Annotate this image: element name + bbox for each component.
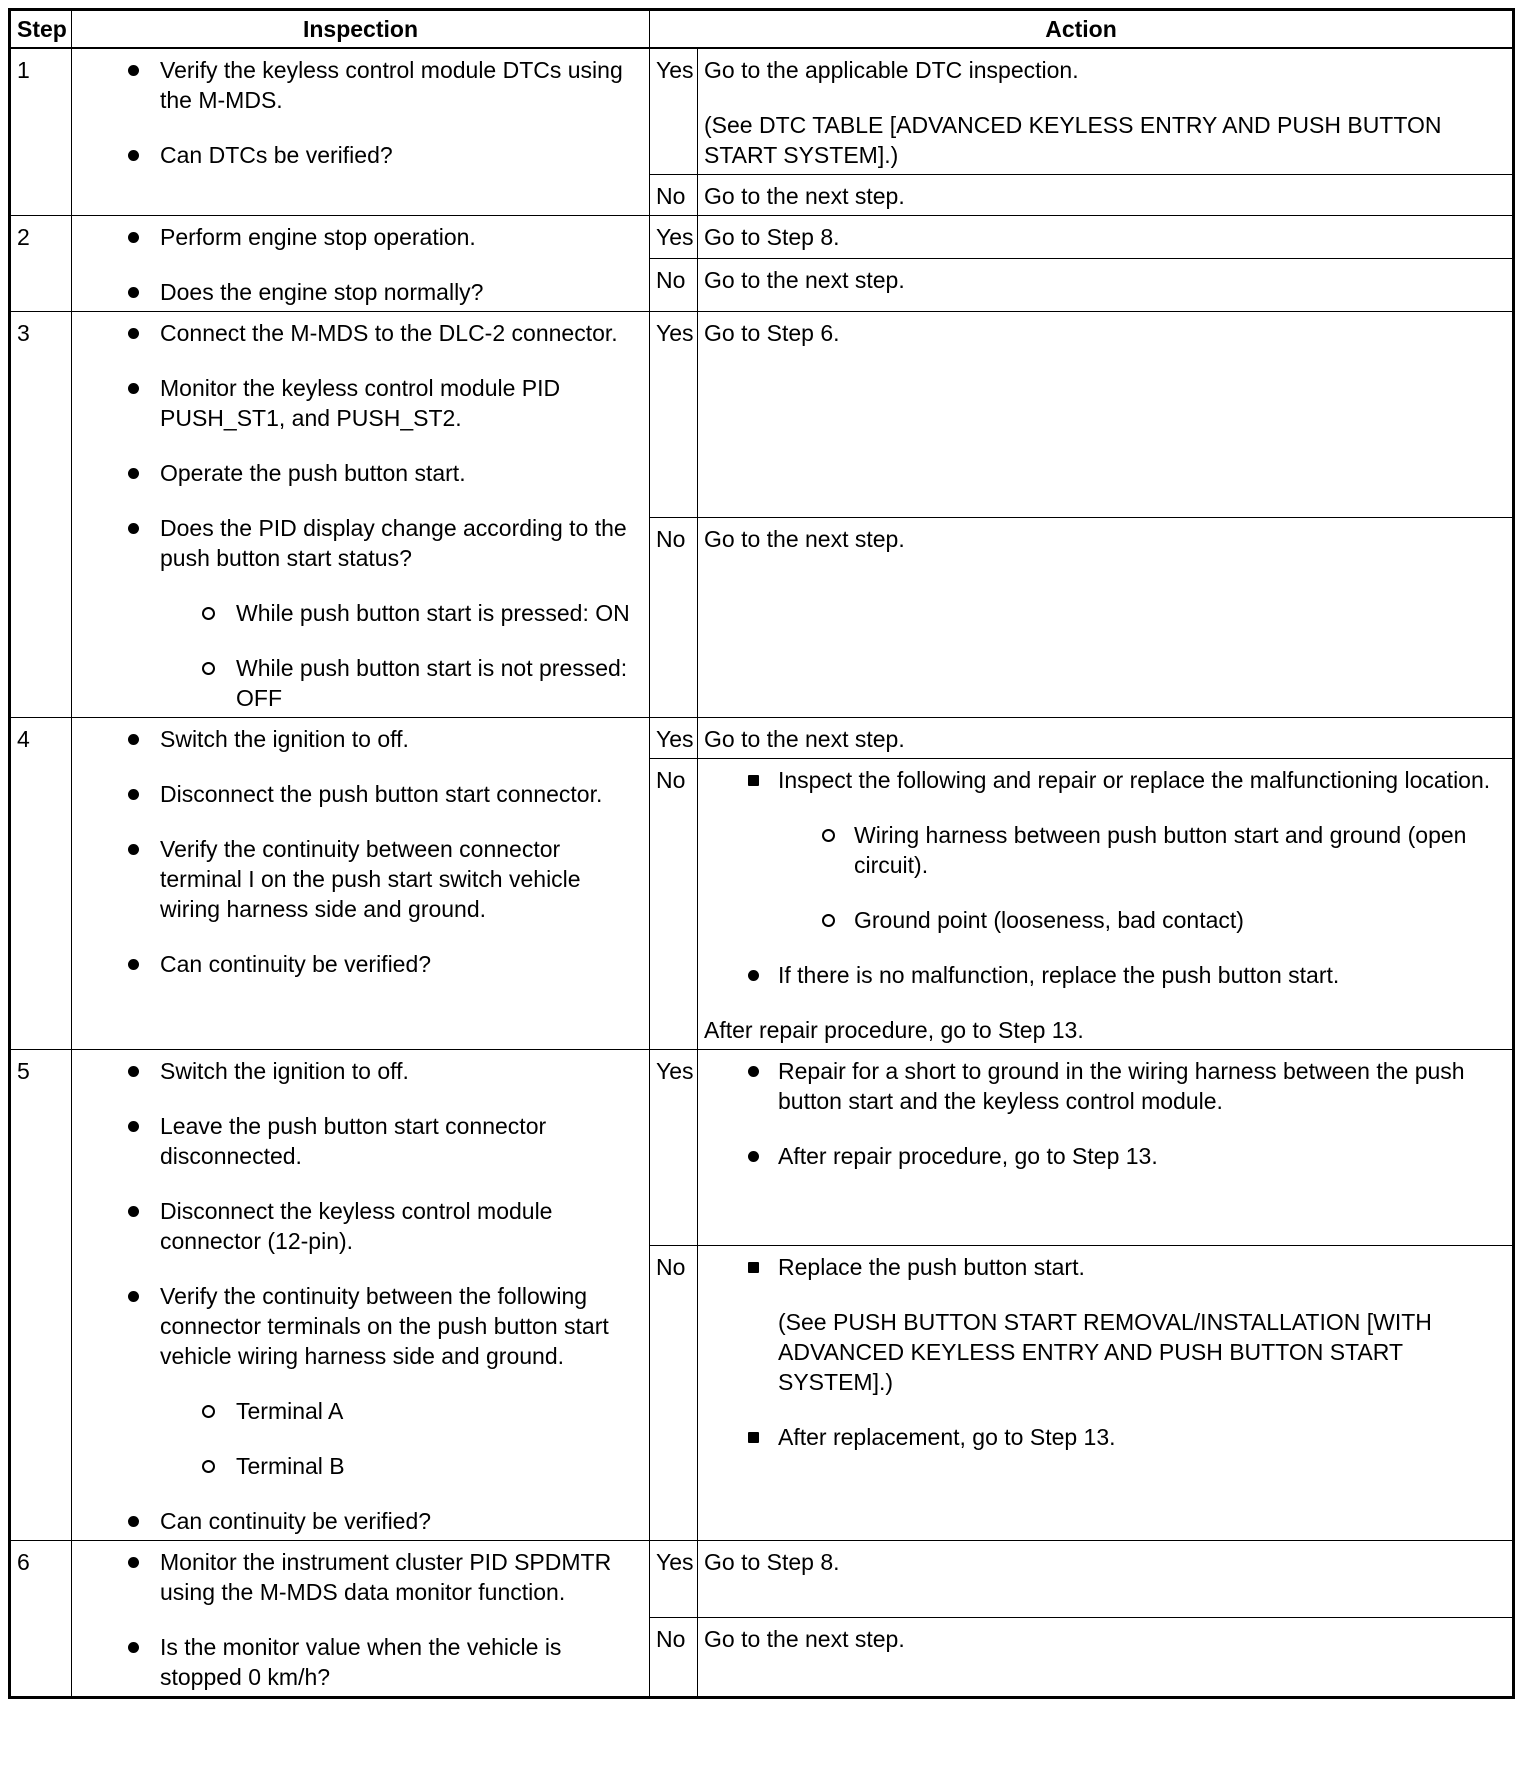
yes-label: Yes <box>650 48 698 175</box>
inspection-cell <box>72 48 650 216</box>
yes-action-cell: Go to Step 6. <box>698 312 1514 518</box>
action-item <box>704 765 1506 795</box>
inspection-cell <box>72 312 650 718</box>
table-row <box>10 312 1514 518</box>
yes-label: Yes <box>650 216 698 259</box>
inspection-item: Is the monitor value when the vehicle is stopped 0 km/h? <box>78 1632 643 1692</box>
inspection-column-header: Inspection <box>72 10 650 49</box>
action-text: Go to the applicable DTC inspection. <box>704 57 1079 83</box>
action-column-header: Action <box>650 10 1514 49</box>
no-action-cell <box>698 1246 1514 1541</box>
inspection-item: Connect the M-MDS to the DLC-2 connector. <box>78 318 643 348</box>
inspection-subitem: While push button start is not pressed: OFF <box>78 653 643 713</box>
no-label: No <box>650 1618 698 1698</box>
step-number: 3 <box>10 312 72 718</box>
table-row <box>10 1541 1514 1618</box>
inspection-cell <box>72 718 650 1050</box>
table-row <box>10 216 1514 259</box>
inspection-item: Monitor the instrument cluster PID SPDMTR using the M-MDS data monitor function. <box>78 1547 643 1607</box>
troubleshooting-procedure <box>8 8 1512 1699</box>
inspection-item: Can DTCs be verified? <box>78 140 643 170</box>
inspection-item: Monitor the keyless control module PID PUSH_ST1, and PUSH_ST2. <box>78 373 643 433</box>
no-action-cell: Go to the next step. <box>698 1618 1514 1698</box>
inspection-cell <box>72 1050 650 1541</box>
table-row <box>10 1050 1514 1246</box>
no-action-cell: Go to the next step. <box>698 259 1514 312</box>
no-label: No <box>650 175 698 216</box>
action-text: (See DTC TABLE [ADVANCED KEYLESS ENTRY AND PUSH BUTTON START SYSTEM].) <box>704 112 1442 168</box>
yes-label: Yes <box>650 1050 698 1246</box>
inspection-item: Can continuity be verified? <box>78 949 643 979</box>
step-number: 6 <box>10 1541 72 1698</box>
yes-action-cell <box>698 1050 1514 1246</box>
table-row <box>10 718 1514 759</box>
no-action-cell: Go to the next step. <box>698 518 1514 718</box>
yes-action-cell: Go to the next step. <box>698 718 1514 759</box>
yes-label: Yes <box>650 1541 698 1618</box>
inspection-item: Leave the push button start connector disconnected. <box>78 1111 643 1171</box>
step-column-header: Step <box>10 10 72 49</box>
step-number: 2 <box>10 216 72 312</box>
step-number: 4 <box>10 718 72 1050</box>
inspection-item: Disconnect the push button start connector. <box>78 779 643 809</box>
no-action-cell: Go to the next step. <box>698 175 1514 216</box>
inspection-item: Switch the ignition to off. <box>78 1056 643 1086</box>
no-label: No <box>650 518 698 718</box>
yes-action-cell: Go to Step 8. <box>698 216 1514 259</box>
table-row <box>10 48 1514 175</box>
inspection-item: Does the engine stop normally? <box>78 277 643 307</box>
action-subitem: Wiring harness between push button start and ground (open circuit). <box>704 820 1506 880</box>
action-item: After repair procedure, go to Step 13. <box>704 1141 1506 1171</box>
action-item: If there is no malfunction, replace the push button start. <box>704 960 1506 990</box>
header-row <box>10 10 1514 49</box>
inspection-subitem: While push button start is pressed: ON <box>78 598 643 628</box>
step-number: 5 <box>10 1050 72 1541</box>
inspection-item: Can continuity be verified? <box>78 1506 643 1536</box>
yes-action-cell: Go to Step 8. <box>698 1541 1514 1618</box>
no-action-cell <box>698 759 1514 1050</box>
action-text: Inspect the following and repair or replace the malfunctioning location. <box>778 767 1491 793</box>
action-subitem: Ground point (looseness, bad contact) <box>704 905 1506 935</box>
inspection-item: Operate the push button start. <box>78 458 643 488</box>
inspection-item: Verify the continuity between the following connector terminals on the push button start vehicle wiring harness side and ground. <box>78 1281 643 1371</box>
inspection-item: Verify the keyless control module DTCs using the M-MDS. <box>78 55 643 115</box>
action-text: After repair procedure, go to Step 13. <box>704 1017 1084 1043</box>
inspection-item: Perform engine stop operation. <box>78 222 643 252</box>
step-number: 1 <box>10 48 72 216</box>
inspection-subitem: Terminal B <box>78 1451 643 1481</box>
yes-label: Yes <box>650 312 698 518</box>
inspection-item: Disconnect the keyless control module connector (12-pin). <box>78 1196 643 1256</box>
inspection-cell <box>72 216 650 312</box>
action-item: Repair for a short to ground in the wiring harness between the push button start and the keyless control module. <box>704 1056 1506 1116</box>
inspection-subitem: Terminal A <box>78 1396 643 1426</box>
inspection-cell <box>72 1541 650 1698</box>
inspection-item: Switch the ignition to off. <box>78 724 643 754</box>
action-item: After replacement, go to Step 13. <box>704 1422 1506 1452</box>
action-text: Replace the push button start. <box>778 1254 1085 1280</box>
diagnostic-procedure-table <box>8 8 1515 1699</box>
yes-action-cell <box>698 48 1514 175</box>
inspection-item: Verify the continuity between connector terminal I on the push start switch vehicle wiring harness side and ground. <box>78 834 643 924</box>
action-reference: (See PUSH BUTTON START REMOVAL/INSTALLATION [WITH ADVANCED KEYLESS ENTRY AND PUSH BUTTON START SYSTEM].) <box>778 1309 1432 1395</box>
yes-label: Yes <box>650 718 698 759</box>
no-label: No <box>650 1246 698 1541</box>
no-label: No <box>650 259 698 312</box>
no-label: No <box>650 759 698 1050</box>
action-item <box>704 1252 1506 1397</box>
inspection-item: Does the PID display change according to the push button start status? <box>78 513 643 573</box>
